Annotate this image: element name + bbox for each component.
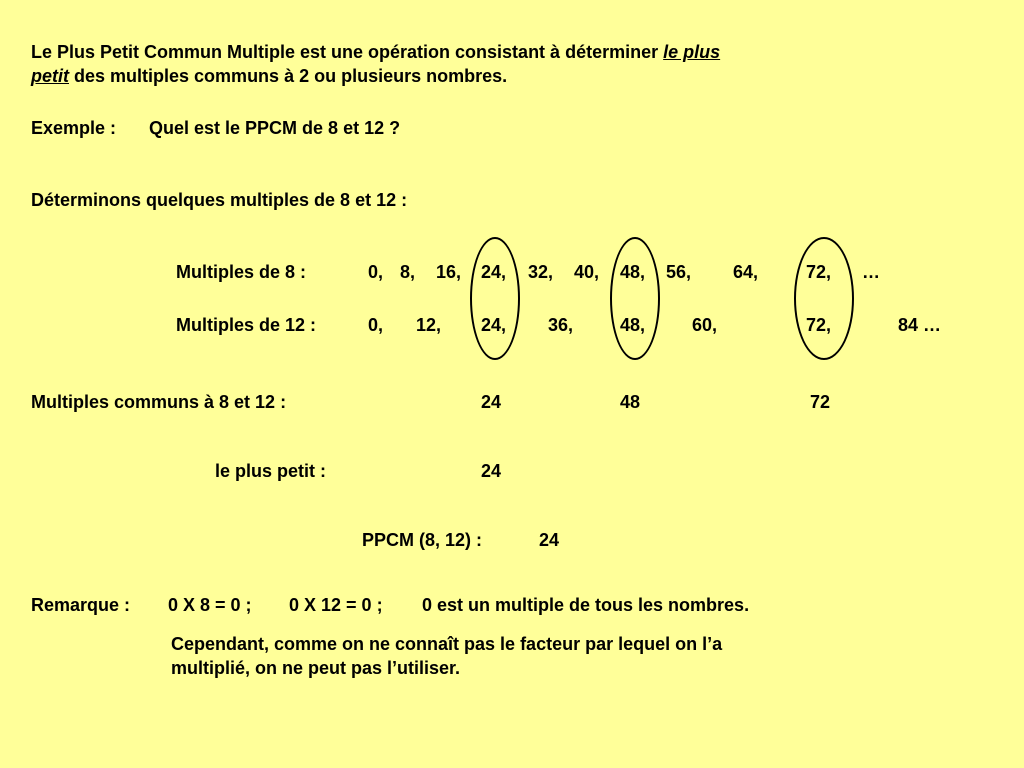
exemple-question: Quel est le PPCM de 8 et 12 ? xyxy=(149,118,401,138)
row8-label: Multiples de 8 : xyxy=(176,262,307,282)
emphasis-petit: petit xyxy=(31,66,69,86)
row8-value: 40, xyxy=(574,262,600,282)
row8-value: 8, xyxy=(400,262,416,282)
plus-petit-value: 24 xyxy=(481,461,502,481)
row8-value: 48, xyxy=(620,262,646,282)
remarque-label: Remarque : xyxy=(31,595,131,615)
remarque-eq1: 0 X 8 = 0 ; xyxy=(168,595,252,615)
ellipse-48 xyxy=(610,237,660,360)
commun-value: 72 xyxy=(810,392,831,412)
commun-value: 24 xyxy=(481,392,502,412)
emphasis-le-plus: le plus xyxy=(663,42,721,62)
row8-value: 56, xyxy=(666,262,692,282)
row8-value: 72, xyxy=(806,262,832,282)
ppcm-label: PPCM (8, 12) : xyxy=(362,530,483,550)
row8-value: 24, xyxy=(481,262,507,282)
row12-value: 72, xyxy=(806,315,832,335)
definition-text: Le Plus Petit Commun Multiple est une opération consistant à déterminer xyxy=(31,42,659,62)
ppcm-value: 24 xyxy=(539,530,560,550)
commun-value: 48 xyxy=(620,392,641,412)
exemple-label: Exemple : xyxy=(31,118,117,138)
row8-value: 64, xyxy=(733,262,759,282)
row8-value: 32, xyxy=(528,262,554,282)
row8-value: 16, xyxy=(436,262,462,282)
ellipse-72 xyxy=(794,237,854,360)
row12-value: 36, xyxy=(548,315,574,335)
communs-label: Multiples communs à 8 et 12 : xyxy=(31,392,287,412)
row12-label: Multiples de 12 : xyxy=(176,315,317,335)
remarque-text: 0 est un multiple de tous les nombres. xyxy=(422,595,750,615)
remarque-eq2: 0 X 12 = 0 ; xyxy=(289,595,383,615)
definition-line-2 xyxy=(31,65,507,87)
row8-value: 0, xyxy=(368,262,384,282)
remarque-cont-line-2: multiplié, on ne peut pas l’utiliser. xyxy=(171,658,461,678)
row12-value: 60, xyxy=(692,315,718,335)
row12-value: 24, xyxy=(481,315,507,335)
determinons-heading: Déterminons quelques multiples de 8 et 12 : xyxy=(31,190,408,210)
ellipse-24 xyxy=(470,237,520,360)
row8-ellipsis: … xyxy=(862,262,880,282)
definition-text-2: des multiples communs à 2 ou plusieurs nombres. xyxy=(74,66,508,86)
definition-line-1 xyxy=(31,41,720,63)
remarque-cont-line-1: Cependant, comme on ne connaît pas le facteur par lequel on l’a xyxy=(171,634,723,654)
row12-value: 84 … xyxy=(898,315,942,335)
plus-petit-label: le plus petit : xyxy=(215,461,327,481)
row12-value: 48, xyxy=(620,315,646,335)
row12-value: 12, xyxy=(416,315,442,335)
row12-value: 0, xyxy=(368,315,384,335)
